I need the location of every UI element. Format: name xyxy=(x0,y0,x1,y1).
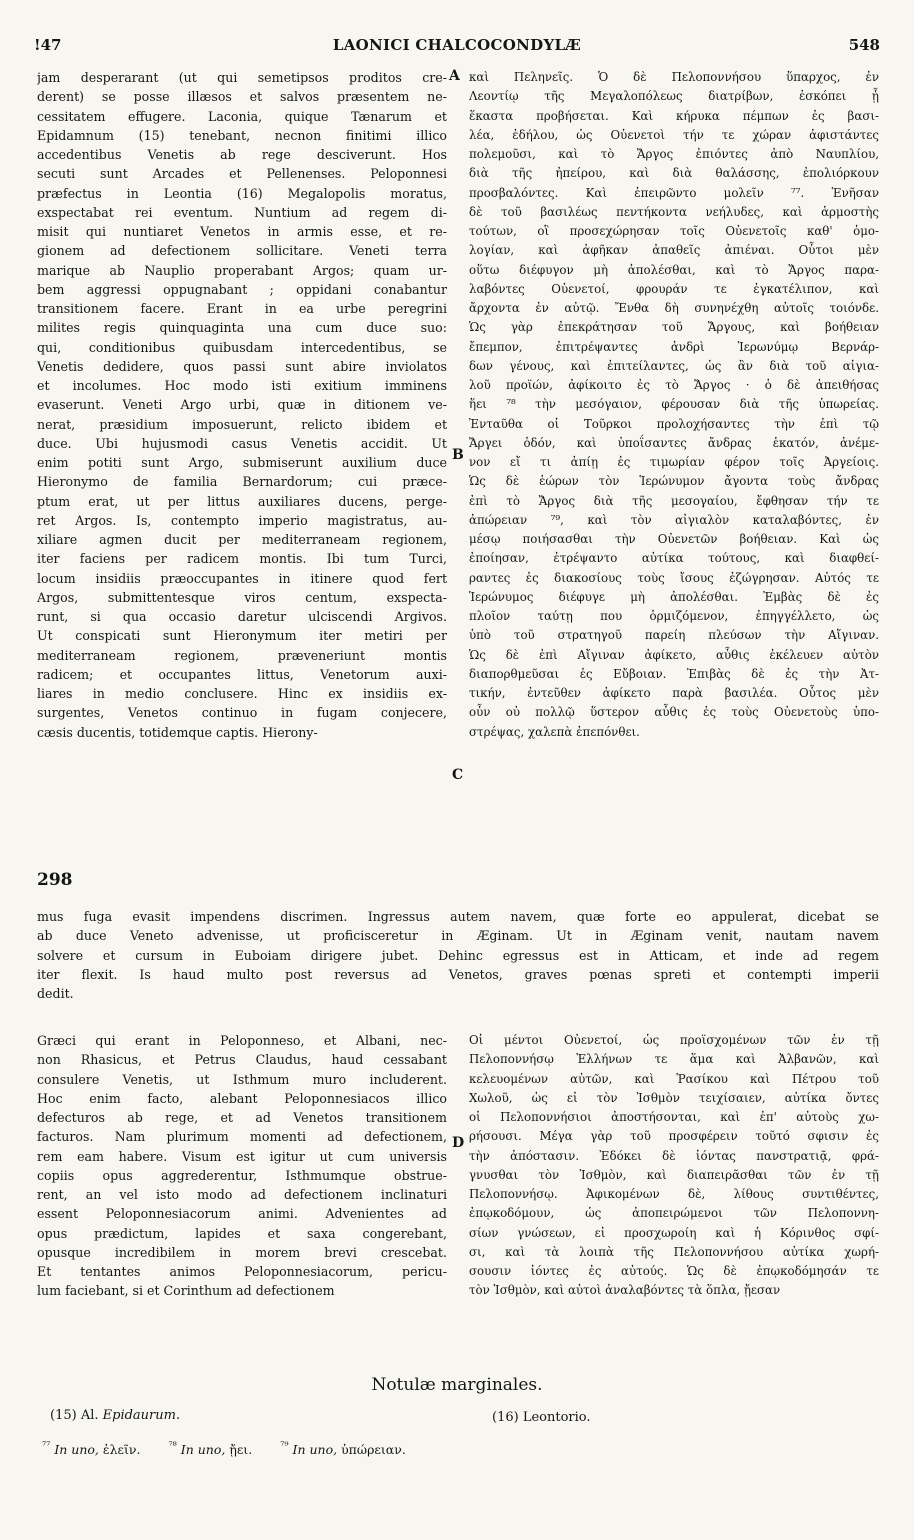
text-line: non Rhasicus, et Petrus Claudus, haud cessabant xyxy=(37,1052,447,1068)
text-line: Ἐνταῦθα οἱ Τοῦρκοι προλοχήσαντες τὴν ἐπὶ τῷ xyxy=(469,416,879,431)
text-line: ἀπώρειαν ⁷⁹, καὶ τὸν αἰγιαλὸν καταλαβόντες, ἐν xyxy=(469,512,879,527)
margin-letter-a: A xyxy=(449,68,460,84)
text-line: Λεοντίῳ τῆς Μεγαλοπόλεως διατρίβων, ἐσκόπει ᾗ xyxy=(469,89,879,104)
text-line: καὶ Πεληνεῖς. Ὁ δὲ Πελοποννήσου ὕπαρχος, ἐν xyxy=(469,70,879,84)
text-line: μέσῳ ποιήσασθαι τὴν Οὐενετῶν βοήθειαν. Καὶ ὡς xyxy=(469,532,879,546)
text-line: exspectabat rei eventum. Nuntium ad regem di- xyxy=(37,204,447,220)
text-line: milites regis quinquaginta una cum duce suo: xyxy=(37,320,447,336)
text-line: λαβόντες Οὐενετοί, φρουράν τε ἐγκατέλιπον, καὶ xyxy=(469,281,879,296)
note-16: (16) Leontorio. xyxy=(492,1410,591,1425)
text-line: ἐπῳκοδόμουν, ὡς ἀποπειρώμενοι τῶν Πελοποννη- xyxy=(469,1206,879,1221)
text-line: κελευομένων αὐτῶν, καὶ Ῥασίκου καὶ Πέτρου τοῦ xyxy=(469,1071,879,1086)
footnote-reading: ἐλεῖν. xyxy=(102,1442,141,1458)
text-line: Οἱ μέντοι Οὐενετοί, ὡς προϊσχομένων τῶν ἐν τῇ xyxy=(469,1033,879,1047)
text-line: iter faciens per radicem montis. Ibi tum Turci, xyxy=(37,551,447,567)
text-line: lum faciebant, si et Corinthum ad defectionem xyxy=(37,1283,335,1299)
text-line: τικήν, ἐντεῦθεν ἀφίκετο παρὰ βασιλέα. Οὗτος μὲν xyxy=(469,686,879,700)
text-line: mediterraneam regionem, præveneriunt montis xyxy=(37,647,447,663)
text-line: Epidamnum (15) tenebant, necnon finitimi illico xyxy=(37,127,447,143)
margin-letter-b: B xyxy=(452,447,464,463)
text-line: Ὡς γὰρ ἐπεκράτησαν τοῦ Ἄργους, καὶ βοήθειαν xyxy=(469,320,879,335)
text-line: τὸν Ἰσθμὸν, καὶ αὐτοὶ ἀναλαβόντες τὰ ὅπλα, ᾔεσαν xyxy=(469,1283,781,1298)
text-line: iter flexit. Is haud multo post reversus ad Venetos, graves pœnas spreti et contempti imperii xyxy=(37,966,879,982)
text-line: rent, an vel isto modo ad defectionem inclinaturi xyxy=(37,1187,447,1202)
text-line: ἥει ⁷⁸ τὴν μεσόγαιον, φέρουσαν διὰ τῆς ὑπωρείας. xyxy=(469,397,879,412)
latin-full-width-text xyxy=(37,907,879,1003)
greek-footnote xyxy=(168,1442,266,1457)
text-line: πλοῖον ταύτῃ που ὁρμιζόμενον, ἐπηγγέλλετο, ὡς xyxy=(469,609,879,623)
text-line: cessitatem effugere. Laconia, quique Tænarum et xyxy=(37,108,447,124)
text-line: consulere Venetis, ut Isthmum muro includerent. xyxy=(37,1071,447,1087)
text-line: gionem ad defectionem sollicitare. Veneti terra xyxy=(37,243,447,259)
text-line: runt, si qua occasio daretur ulciscendi Argivos. xyxy=(37,609,447,624)
text-line: οἱ Πελοποννήσιοι ἀποστήσονται, καὶ ἐπ' αὐτοὺς χω- xyxy=(469,1110,879,1124)
text-line: jam desperarant (ut qui semetipsos proditos cre- xyxy=(37,70,447,85)
text-line: οὖν οὐ πολλῷ ὕστερον αὖθις ἐς τοὺς Οὐενετοὺς ὑπο- xyxy=(469,705,879,720)
text-line: defecturos ab rege, et ad Venetos transitionem xyxy=(37,1110,447,1125)
text-line: δων γένους, καὶ ἐπιτείλαντες, ὡς ἂν διὰ τοῦ αἰγια- xyxy=(469,358,879,373)
text-line: λοῦ προϊών, ἀφίκοιτο ἐς τὸ Ἄργος · ὁ δὲ ἀπειθήσας xyxy=(469,378,879,392)
text-line: solvere et cursum in Euboiam dirigere jubet. Dehinc egressus est in Atticam, et inde ad regem xyxy=(37,947,879,963)
text-line: Et tentantes animos Peloponnesiacorum, pericu- xyxy=(37,1264,447,1279)
text-line: surgentes, Venetos continuo in fugam conjecere, xyxy=(37,705,447,721)
text-line: marique ab Nauplio properabant Argos; quam ur- xyxy=(37,262,447,278)
text-line: Argos, submittentesque viros centum, exspecta- xyxy=(37,589,447,605)
text-line: νον εἴ τι ἀπίῃ ἐς τιμωρίαν φέρον τοῖς Ἀργείοις. xyxy=(469,455,879,469)
text-line: διαπορθμεῦσαι ἐς Εὔβοιαν. Ἐπιβὰς δὲ ἐς τὴν Ἀτ- xyxy=(469,666,879,681)
latin-column-1 xyxy=(37,68,447,742)
text-line: πολεμοῦσι, καὶ τὸ Ἄργος ἐπιόντες ἀπὸ Ναυπλίου, xyxy=(469,147,879,161)
footnote-edition: In uno, xyxy=(54,1442,99,1458)
page-number-right: 548 xyxy=(848,36,880,54)
text-line: λέα, ἐδήλου, ὡς Οὐενετοὶ τήν τε χώραν ἀφιστάντες xyxy=(469,127,879,142)
page-number-left: !47 xyxy=(34,36,62,54)
text-line: nerat, præsidium imposuerunt, relicto ibidem et xyxy=(37,416,447,432)
text-line: Ὡς δὲ ἑώρων τὸν Ἱερώνυμον ἄγοντα τοὺς ἄνδρας xyxy=(469,474,879,489)
text-line: ἕκαστα προβήσεται. Καὶ κήρυκα πέμπων ἐς βασι- xyxy=(469,108,879,123)
text-line: ὑπὸ τοῦ στρατηγοῦ παρείη πλεύσων τὴν Αἴγιναν. xyxy=(469,628,879,643)
text-line: cæsis ducentis, totidemque captis. Hierony- xyxy=(37,724,318,740)
text-line: διὰ τῆς ἠπείρου, καὶ διὰ θαλάσσης, ἐπολιόρκουν xyxy=(469,166,879,181)
text-line: bem aggressi oppugnabant ; oppidani conabantur xyxy=(37,281,447,297)
text-line: mus fuga evasit impendens discrimen. Ingressus autem navem, quæ forte eo appulerat, dicebat se xyxy=(37,909,879,924)
text-line: dedit. xyxy=(37,986,74,1001)
text-line: facturos. Nam plurimum momenti ad defectionem, xyxy=(37,1129,447,1145)
text-line: secuti sunt Arcades et Pellenenses. Peloponnesi xyxy=(37,166,447,182)
note-15-text: Epidaurum. xyxy=(102,1408,181,1423)
page-header xyxy=(34,36,880,60)
footnote-number: ⁷⁸ xyxy=(168,1440,177,1452)
footnote-edition: In uno, xyxy=(292,1442,338,1458)
text-line: evaserunt. Veneti Argo urbi, quæ in ditionem ve- xyxy=(37,397,447,413)
text-line: Hoc enim facto, alebant Peloponnesiacos illico xyxy=(37,1090,447,1106)
text-line: προσβαλόντες. Καὶ ἐπειρῶντο μολεῖν ⁷⁷. Ἐνῆσαν xyxy=(469,185,879,200)
running-title: LAONICI CHALCOCONDYLÆ xyxy=(332,36,582,54)
text-line: λογίαν, καὶ ἀφῆκαν ἀπαθεῖς ἀπιέναι. Οὗτοι μὲν xyxy=(469,243,879,258)
text-line: liares in medio conclusere. Hinc ex insidiis ex- xyxy=(37,686,447,701)
text-line: ab duce Veneto advenisse, ut proficisceretur in Æginam. Ut in Æginam venit, nautam navem xyxy=(37,928,879,944)
text-line: ραντες ἐς διακοσίους τοὺς ἴσους ἐζώγρησαν. Αὐτός τε xyxy=(469,570,879,585)
text-line: δὲ τοῦ βασιλέως πεντήκοντα νεήλυδες, καὶ ἁρμοστὴς xyxy=(469,204,879,219)
text-line: Ut conspicati sunt Hieronymum iter metiri per xyxy=(37,628,447,644)
note-15 xyxy=(50,1408,180,1423)
text-line: enim potiti sunt Argo, submiserunt auxilium duce xyxy=(37,455,447,470)
greek-footnote xyxy=(42,1442,154,1457)
text-line: Ἄργει ὁδόν, καὶ ὑποΐσαντες ἄνδρας ἑκατόν, ἀνέμε- xyxy=(469,435,879,450)
text-line: præfectus in Leontia (16) Megalopolis moratus, xyxy=(37,185,447,201)
margin-letter-d: D xyxy=(452,1135,465,1151)
text-line: ἔπεμπον, ἐπιτρέψαντες ἀνδρὶ Ἱερωνύμῳ Βερνάρ- xyxy=(469,339,879,354)
latin-column-2 xyxy=(37,1031,447,1301)
text-line: ἐποίησαν, ἐτρέψαντο αὐτίκα τούτους, καὶ διαφθεί- xyxy=(469,551,879,566)
text-line: derent) se posse illæsos et salvos præsentem ne- xyxy=(37,89,447,105)
greek-footnotes xyxy=(42,1440,434,1457)
greek-footnote xyxy=(280,1442,420,1457)
text-line: σίων γνώσεων, εἰ προσχωροίη καὶ ἡ Κόρινθος σφί- xyxy=(469,1225,879,1240)
text-line: misit qui nuntiaret Venetos in armis esse, et re- xyxy=(37,224,447,239)
text-line: qui, conditionibus quibusdam intercedentibus, se xyxy=(37,339,447,355)
text-line: Græci qui erant in Peloponneso, et Albani, nec- xyxy=(37,1033,447,1048)
text-line: xiliare agmen ducit per mediterraneam regionem, xyxy=(37,532,447,547)
text-line: locum insidiis præoccupantes in itinere quod fert xyxy=(37,570,447,586)
text-line: ret Argos. Is, contempto imperio magistratus, au- xyxy=(37,512,447,528)
text-line: τὴν ἀπόστασιν. Ἐδόκει δὲ ἰόντας πανστρατιᾷ, φρά- xyxy=(469,1148,879,1163)
text-line: duce. Ubi hujusmodi casus Venetis accidit. Ut xyxy=(37,435,447,451)
text-line: σουσιν ἰόντες ἐς αὐτούς. Ὡς δὲ ἐπῳκοδόμησάν τε xyxy=(469,1264,879,1278)
text-line: Πελοποννήσῳ. Ἀφικομένων δὲ, λίθους συντιθέντες, xyxy=(469,1187,879,1201)
greek-column-1 xyxy=(469,68,879,742)
text-line: Ἱερώνυμος διέφυγε μὴ ἀπολέσθαι. Ἐμβὰς δὲ ἐς xyxy=(469,589,879,604)
text-line: Hieronymo de familia Bernardorum; cui præce- xyxy=(37,474,447,490)
notes-title: Notulæ marginales. xyxy=(371,1375,543,1395)
footnote-reading: ὑπώρειαν. xyxy=(341,1442,406,1458)
text-line: Venetis dedidere, quos passi sunt abire inviolatos xyxy=(37,358,447,374)
text-line: οὕτω διέφυγον μὴ ἀπολέσθαι, καὶ τὸ Ἄργος παρα- xyxy=(469,262,879,277)
footnote-edition: In uno, xyxy=(180,1442,226,1458)
text-line: opusque incredibilem in morem brevi crescebat. xyxy=(37,1244,447,1260)
margin-letter-c: C xyxy=(452,767,464,783)
footnote-number: ⁷⁷ xyxy=(42,1440,51,1452)
text-line: στρέψας, χαλεπὰ ἐπεπόνθει. xyxy=(469,724,640,739)
text-line: copiis opus aggrederentur, Isthmumque obstrue- xyxy=(37,1167,447,1183)
text-line: ρήσουσι. Μέγα γὰρ τοῦ προσφέρειν τοῦτό σφισιν ἐς xyxy=(469,1129,879,1144)
text-line: γνυσθαι τὸν Ἰσθμὸν, καὶ διαπειρᾶσθαι τῶν ἐν τῇ xyxy=(469,1167,879,1182)
text-line: ἐπὶ τὸ Ἄργος διὰ τῆς μεσογαίου, ἔφθησαν τήν τε xyxy=(469,493,879,508)
text-line: opus prædictum, lapides et saxa congerebant, xyxy=(37,1225,447,1241)
text-line: essent Peloponnesiacorum animi. Advenientes ad xyxy=(37,1206,447,1222)
text-line: Χωλοῦ, ὡς εἰ τὸν Ἰσθμὸν τειχίσαιεν, αὐτίκα ὄντες xyxy=(469,1090,879,1105)
text-line: τούτων, οἳ προσεχώρησαν τοῖς Οὐενετοῖς καθ' ὁμο- xyxy=(469,224,879,238)
text-line: et incolumes. Hoc modo isti exitium imminens xyxy=(37,378,447,393)
text-line: transitionem facere. Erant in ea urbe peregrini xyxy=(37,301,447,316)
note-15-number: (15) Al. xyxy=(50,1408,99,1423)
margin-number: 298 xyxy=(37,870,73,890)
text-line: radicem; et occupantes littus, Venetorum auxi- xyxy=(37,666,447,682)
text-line: Πελοποννήσῳ Ἑλλήνων τε ἅμα καὶ Ἀλβανῶν, καὶ xyxy=(469,1052,879,1067)
text-line: accedentibus Venetis ab rege desciverunt. Hos xyxy=(37,147,447,162)
footnote-reading: ᾔει. xyxy=(229,1442,253,1458)
text-line: ptum erat, ut per littus auxiliares ducens, perge- xyxy=(37,493,447,509)
text-line: σι, καὶ τὰ λοιπὰ τῆς Πελοποννήσου αὐτίκα χωρή- xyxy=(469,1244,879,1259)
text-line: Ὡς δὲ ἐπὶ Αἴγιναν ἀφίκετο, αὖθις ἐκέλευεν αὐτὸν xyxy=(469,647,879,662)
text-line: ἄρχοντα ἐν αὐτῷ. Ἔνθα δὴ συνηνέχθη αὐτοῖς τοιόνδε. xyxy=(469,301,879,315)
text-line: rem eam habere. Visum est igitur ut cum universis xyxy=(37,1148,447,1164)
greek-column-2 xyxy=(469,1031,879,1301)
footnote-number: ⁷⁹ xyxy=(280,1440,289,1452)
